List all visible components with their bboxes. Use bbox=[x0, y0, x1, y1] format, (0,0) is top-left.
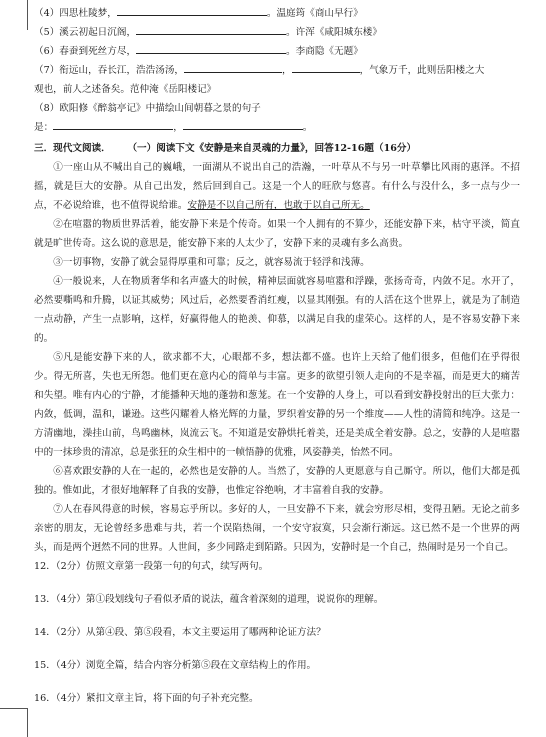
question-14: 14．（2分）从第④段、第⑤段看，本文主要运用了哪两种论证方法？ bbox=[34, 627, 326, 638]
section-heading: 三．现代文阅读． （一）阅读下文《安静是来自灵魂的力量》，回答12-16题（16分） bbox=[34, 143, 417, 154]
crop-mark-top-left bbox=[27, 0, 28, 30]
answer-blank[interactable] bbox=[117, 4, 267, 16]
answer-blank[interactable] bbox=[183, 118, 303, 130]
crop-mark-bottom-left-vertical bbox=[27, 708, 28, 737]
fill-item-8-answer: 是： ， 。 bbox=[34, 118, 520, 137]
fill-item-6: （6）春蚕到死丝方尽， 。李商隐《无题》 bbox=[34, 42, 520, 61]
question-12: 12．（2分）仿照文章第一段第一句的句式，续写两句。 bbox=[34, 561, 269, 572]
question-16: 16．（4分）紧扣文章主旨，将下面的句子补充完整。 bbox=[34, 693, 259, 704]
passage-paragraph-7: ⑦人在春风得意的时候，容易忘乎所以。多好的人，一旦安静不下来，就会穷形尽相，变得丑陋。无论之前多亲密的朋友，无论曾经多患难与共，若一个误陷热闹，一个安守寂寞，只会渐行渐远。这已然不是一个世界的两头，而是两个迥然不同的世界。人世间，多少同路走到陌路。只因为，安静时是一个自己，热闹时是另一个自己。 bbox=[34, 504, 520, 553]
passage-paragraph-4: ④一般说来，人在物质奢华和名声盛大的时候，精神层面就容易喧嚣和浮躁，张扬奇奇，内敛不足。水开了，必然要嘶鸣和升腾，以证其威势；风过后，必然要香消红瘦，以显其刚强。有的人活在这个世界上，就是为了制造一点动静，产生一点影响，这样，好赢得他人的艳羡、仰慕，以满足自我的虚荣心。这样的人，是不容易安静下来的。 bbox=[34, 276, 520, 344]
answer-blank[interactable] bbox=[136, 42, 286, 54]
fill-item-8: （8）欧阳修《醉翁亭记》中描绘山间朝暮之景的句子 bbox=[34, 103, 261, 114]
fill-item-5: （5）溪云初起日沉阁， 。许浑《咸阳城东楼》 bbox=[34, 23, 520, 42]
question-15: 15．（4分）浏览全篇，结合内容分析第⑤段在文章结构上的作用。 bbox=[34, 660, 317, 671]
fill-item-7-continued: 观也，前人之述备矣。范仲淹《岳阳楼记》 bbox=[34, 84, 217, 95]
fill-item-4: （4）四思杜陵梦， 。温庭筠《商山早行》 bbox=[34, 4, 520, 23]
passage-paragraph-1: ①一座山从不喊出自己的巍峨，一面湖从不说出自己的浩瀚，一叶草从不与另一叶草攀比风雨的惠泽。不招摇，就是巨大的安静。从自己出发，然后回到自己。这是一个人的旺欣与悠喜。有什么与没什么，多一点与少一点，不必说给谁，也不值得说给谁。安静是不以自己所有，也敢于以自己所无。 bbox=[34, 162, 520, 211]
answer-blank[interactable] bbox=[184, 61, 282, 73]
passage-paragraph-5: ⑤凡是能安静下来的人，欲求都不大，心眼都不多，想法都不盛。也许上天给了他们很多，但他们在乎得很少。得无所喜，失也无所怨。他们更在意内心的简单与丰富。更多的欲望引领人走向的不是幸福，而是更大的痛苦和失望。唯有内心的宁静，才能播种天地的蓬勃和葱茏。在一个安静的人身上，可以看到安静投射出的巨大张力：内敛，低调，温和，谦逊。这些闪耀着人格光辉的力量，罗织着安静的另一个维度——人性的清简和纯净。这是一方清幽地，澡挂山前，鸟鸣幽林，岚流云飞。不知道是安静烘托着美，还是美成全着安静。总之，安静的人是喧嚣中的一抹珍贵的清凉，总是张狂的众生相中的一帧悟静的优雅，风姿静美，怡然不同。 bbox=[34, 352, 520, 458]
answer-blank[interactable] bbox=[136, 23, 286, 35]
answer-blank[interactable] bbox=[53, 118, 173, 130]
question-13: 13．（4分）第①段划线句子看似矛盾的说法，蕴含着深刻的道理，说说你的理解。 bbox=[34, 594, 384, 605]
passage-paragraph-6: ⑥喜欢跟安静的人在一起的，必然也是安静的人。当然了，安静的人更愿意与自己厮守。所以，他们大都是孤独的。惟如此，才很好地解释了自我的安静，也惟定谷绝响，才丰富着自我的安静。 bbox=[34, 466, 520, 496]
page-content bbox=[34, 4, 520, 708]
underlined-sentence: 安静是不以自己所有，也敢于以自己所无。 bbox=[187, 200, 370, 211]
passage-paragraph-2: ②在喧嚣的物质世界活着，能安静下来是个传奇。如果一个人拥有的不算少，还能安静下来，枯守平淡，简直就是旷世传奇。这么说的意思是，能安静下来的人太少了，安静下来的灵魂有多么高贵。 bbox=[34, 219, 520, 249]
answer-blank[interactable] bbox=[292, 61, 360, 73]
passage-paragraph-3: ③一切事物，安静了就会显得厚重和可靠；反之，就容易流于轻浮和浅薄。 bbox=[53, 257, 370, 268]
fill-item-7: （7）衔远山，吞长江，浩浩汤汤， ， ，气象万千，此则岳阳楼之大 bbox=[34, 61, 520, 80]
crop-mark-bottom-left-horizontal bbox=[0, 708, 27, 709]
